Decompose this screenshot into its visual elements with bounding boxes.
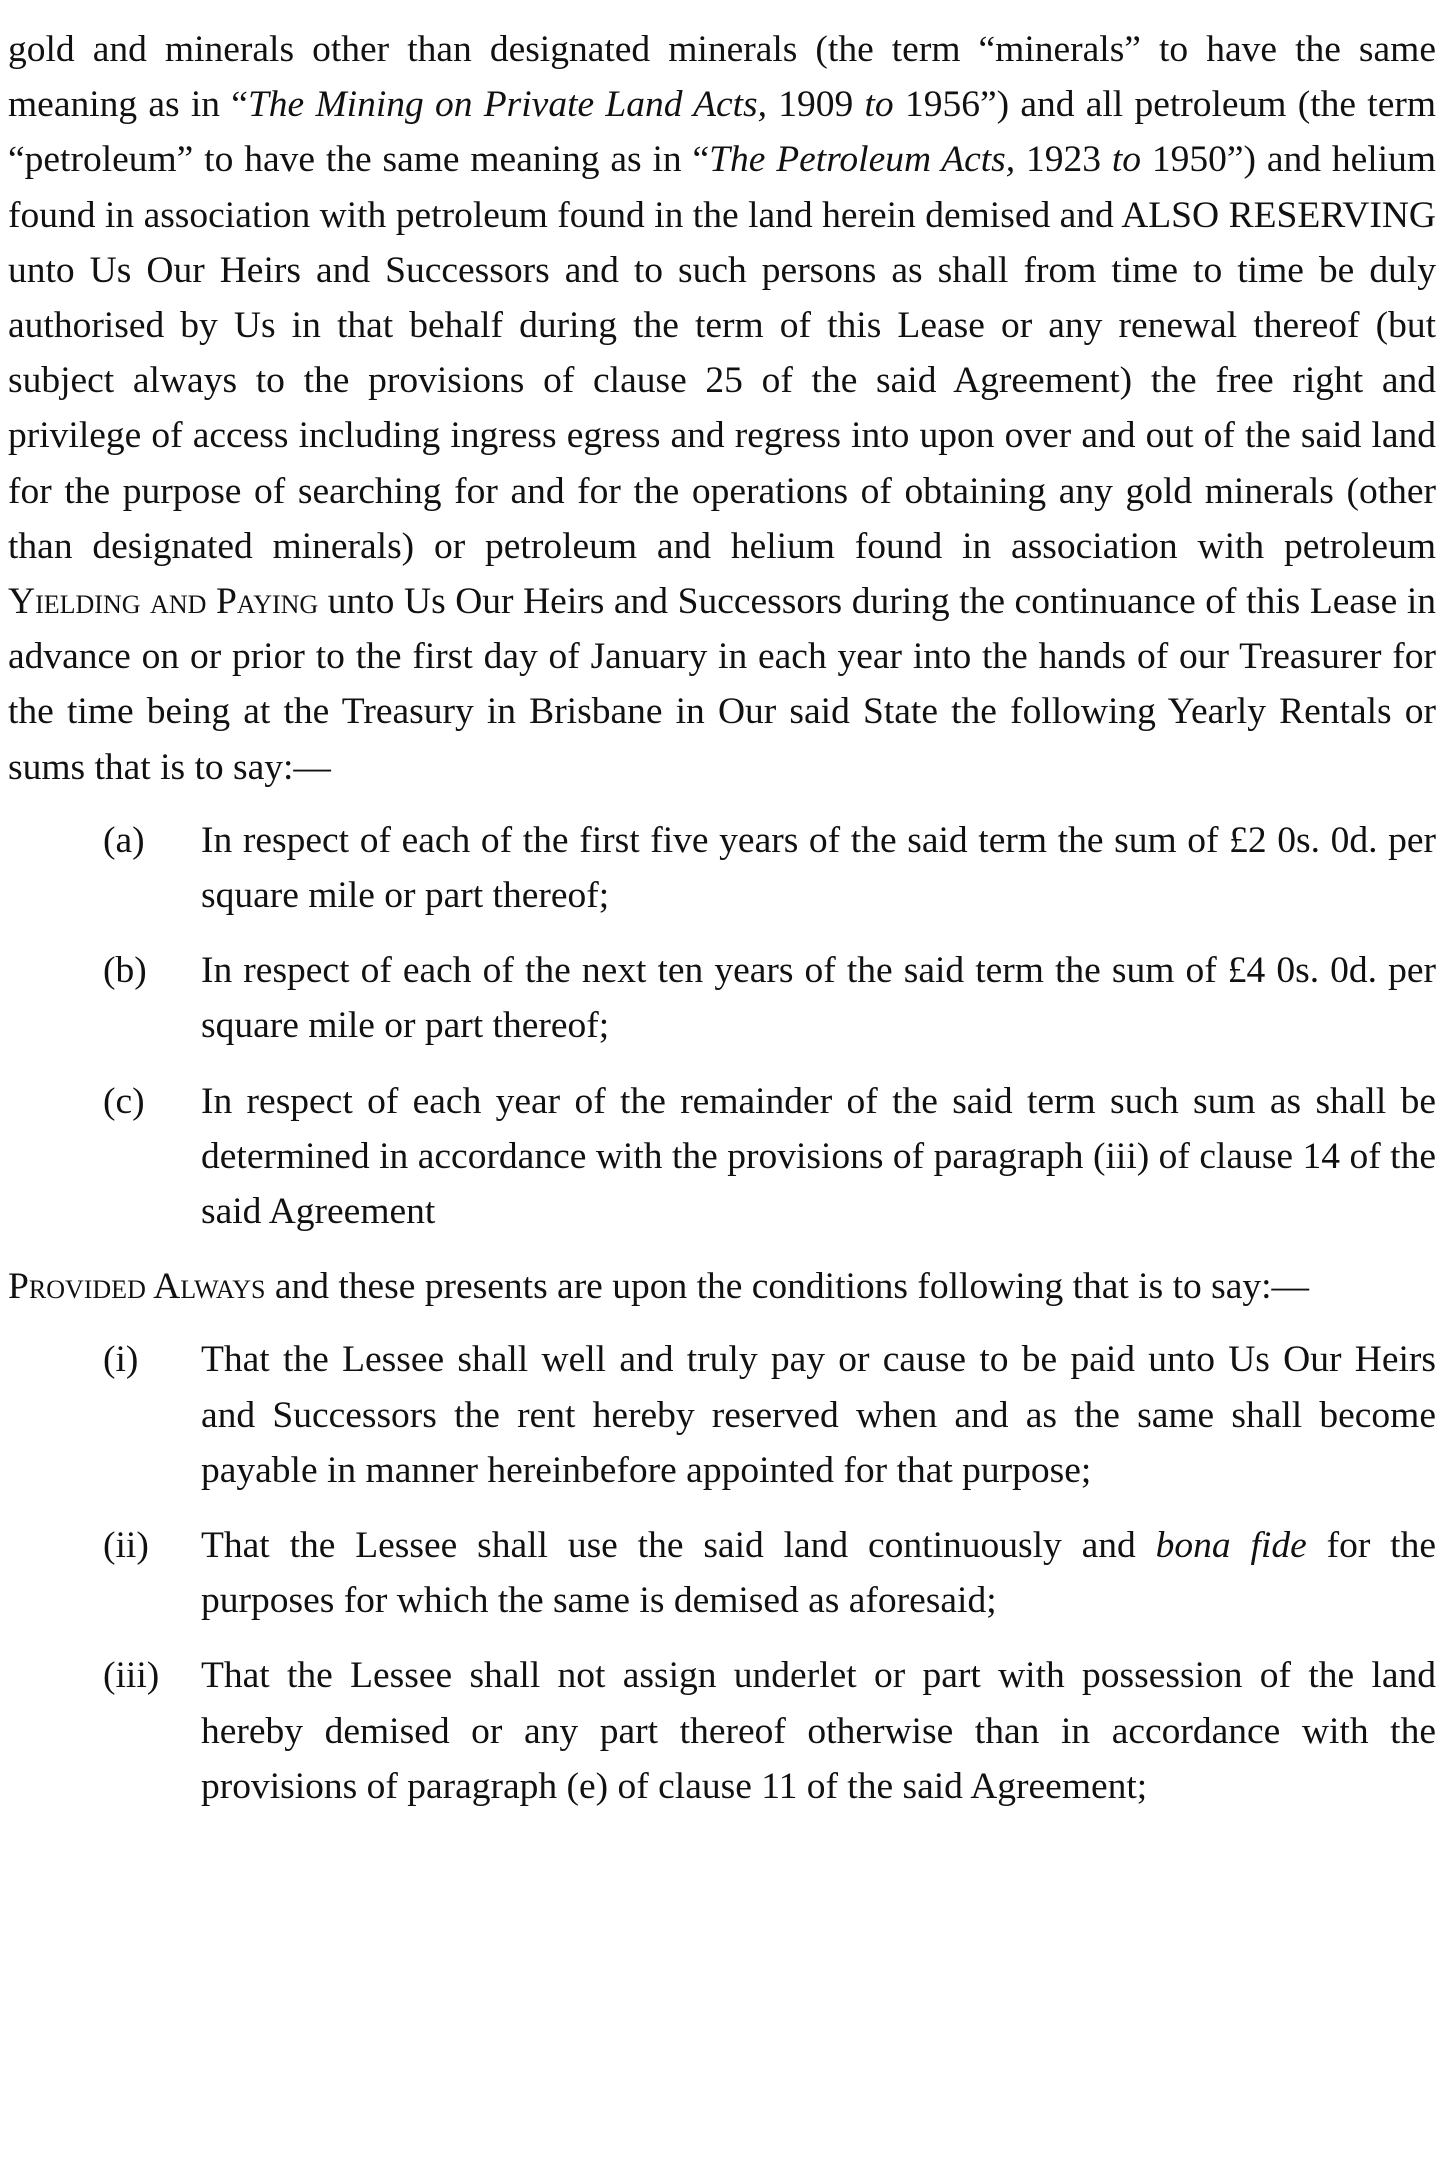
text-run: That the Lessee shall use the said land continuously and [201, 1525, 1156, 1567]
list-marker: (i) [103, 1339, 139, 1381]
text-run: gold and minerals other than designated minerals (the term “minerals” to have the same meaning as in “ [8, 29, 1436, 126]
act-title-petroleum: The Petroleum Acts, [709, 139, 1016, 181]
list-item [8, 1518, 1436, 1628]
document-page [8, 22, 1436, 1834]
text-run: and these presents are upon the conditions following that is to say:— [265, 1266, 1310, 1308]
list-item-text: In respect of each of the first five years of the said term the sum of £2 0s. 0d. per square mile or part thereof; [201, 819, 1436, 917]
list-item [8, 943, 1436, 1053]
conditions-list [8, 1332, 1436, 1814]
list-item [8, 1648, 1436, 1814]
list-item-text: That the Lessee shall well and truly pay or cause to be paid unto Us Our Heirs and Successors the rent hereby reserved when and as the same shall become payable in manner hereinbefore appointed for that purpose; [201, 1339, 1436, 1491]
text-run: 1956”) and all petroleum (the term “petroleum” to have the same meaning as in “ [8, 84, 1436, 181]
list-marker: (b) [103, 950, 147, 992]
rentals-list [8, 813, 1436, 1239]
text-run: 1923 [1015, 139, 1112, 181]
list-item-text: In respect of each year of the remainder of the said term such sum as shall be determined in accordance with the provisions of paragraph (iii) of clause 14 of the said Agreement [201, 1080, 1436, 1233]
italic-to: to [1111, 139, 1142, 181]
paragraph-reservations [8, 22, 1436, 795]
italic-bona-fide: bona fide [1155, 1525, 1307, 1567]
list-marker: (iii) [103, 1655, 160, 1697]
italic-to: to [864, 84, 894, 126]
paragraph-provided-always [8, 1259, 1436, 1314]
small-caps-provided-always: Provided Always [8, 1266, 266, 1308]
act-title-mining: The Mining on Private Land Acts, [247, 84, 768, 126]
small-caps-yielding: Yielding and Paying [8, 581, 319, 623]
text-run: for the purposes for which the same is demised as aforesaid; [201, 1525, 1436, 1622]
list-item-text: In respect of each of the next ten years of the said term the sum of £4 0s. 0d. per square mile or part thereof; [201, 950, 1436, 1047]
list-marker: (c) [103, 1080, 145, 1122]
list-item-text [201, 1518, 1436, 1628]
list-marker: (ii) [103, 1525, 149, 1567]
text-run: unto Us Our Heirs and Successors during the continuance of this Lease in advance on or prior to the first day of January in each year into the hands of our Treasurer for the time being at the Treasury in Brisbane in Our said State the following Yearly Rentals or sums that is to say:— [8, 581, 1436, 788]
list-item [8, 1074, 1436, 1240]
list-item [8, 813, 1436, 923]
text-run: 1909 [767, 84, 865, 126]
list-marker: (a) [103, 819, 145, 861]
list-item [8, 1332, 1436, 1498]
text-run: 1950”) and helium found in association with petroleum found in the land herein demised and ALSO RESERVING unto Us Our Heirs and Successors and to such persons as shall from time to time be duly authorised by Us in that behalf during the term of this Lease or any renewal thereof (but subject always to the provisions of clause 25 of the said Agreement) the free right and privilege of access including ingress egress and regress into upon over and out of the said land for the purpose of searching for and for the operations of obtaining any gold minerals (other than designated minerals) or petroleum and helium found in association with petroleum [8, 139, 1437, 567]
list-item-text: That the Lessee shall not assign underlet or part with possession of the land hereby demised or any part thereof otherwise than in accordance with the provisions of paragraph (e) of clause 11 of the said Agreement; [201, 1655, 1436, 1807]
